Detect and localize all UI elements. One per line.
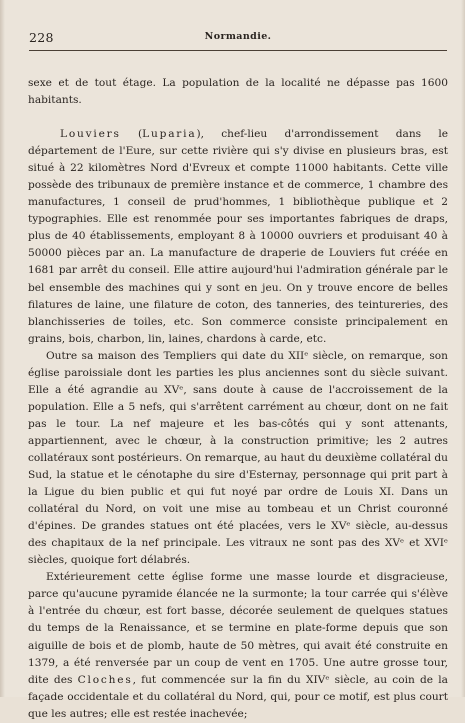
paragraph-exterieur-after: , fut commencée sur la fin du XIVᵉ siècle, au coin de la façade occidentale et du collatéral du Nord, qui, pour ce motif, est plus court que les autres; elle est restée inachevée;	[28, 673, 448, 720]
page-header	[29, 30, 447, 46]
latin-name-luparia: Luparia	[142, 128, 197, 141]
running-head: Normandie.	[204, 31, 272, 42]
page-edge-left	[0, 0, 5, 697]
body-text	[28, 75, 448, 723]
header-rule	[29, 50, 447, 51]
paragraph-exterieur-before: Extérieurement cette église forme une masse lourde et disgracieuse, parce qu'aucune pyramide élancée ne la surmonte; la tour carrée qui s'élève à l'entrée du chœur, est fort basse, décorée seulement de quelques statues du temps de la Renaissance, et se termine en plate-forme depuis que son aiguille de bois et de plomb, haute de 50 mètres, qui avait été construite en 1379, a été renversée par un coup de vent en 1705. Une autre grosse tour, dite des	[28, 571, 448, 686]
place-name-louviers: Louviers	[60, 128, 121, 141]
paragraph-louviers	[28, 126, 448, 348]
page-number: 228	[29, 30, 54, 45]
tower-name-cloches: Cloches	[77, 673, 133, 686]
paragraph-louviers-between: (	[120, 128, 143, 141]
page-edge-right	[461, 0, 465, 697]
paragraph-1: sexe et de tout étage. La population de la localité ne dépasse pas 1600 habitants.	[28, 77, 448, 107]
paragraph-exterieur	[28, 569, 448, 722]
paragraph-templiers: Outre sa maison des Templiers qui date du XIIᵉ siècle, on remarque, son église paroissiale dont les parties les plus anciennes sont du siècle suivant. Elle a été agrandie au XVᵉ, sans doute à cause de l'accroissement de la population. Elle a 5 nefs, qui s'arrêtent carrément au chœur, dont on ne fait pas le tour. La nef majeure et les bas-côtés qui y sont attenants, appartiennent, avec le chœur, à la construction primitive; les 2 autres collatéraux sont postérieurs. On remarque, au haut du deuxième collatéral du Sud, la statue et le cénotaphe du sire d'Esternay, personnage qui prit part à la Ligue du bien public et qui fut noyé par ordre de Louis XI. Dans un collatéral du Nord, on voit une mise au tombeau et un Christ couronné d'épines. De grandes statues ont été placées, vers le XVᵉ siècle, au-dessus des chapitaux de la nef principale. Les vitraux ne sont pas des XVᵉ et XVIᵉ siècles, quoique fort délabrés.	[28, 349, 448, 567]
paragraph-louviers-rest: ), chef-lieu d'arrondissement dans le département de l'Eure, sur cette rivière qui s'y divise en plusieurs bras, est situé à 22 kilomètres Nord d'Evreux et compte 11000 habitants. Cette ville possède des tribunaux de première instance et de commerce, 1 chambre des manufactures, 1 conseil de prud'hommes, 1 bibliothèque publique et 2 typographies. Elle est renommée pour ses importantes fabriques de draps, plus de 40 établissements, employant 8 à 10000 ouvriers et produisant 40 à 50000 pièces par an. La manufacture de draperie de Louviers fut créée en 1681 par arrêt du conseil. Elle attire aujourd'hui l'admiration générale par le bel ensemble des machines qui y sont en jeu. On y trouve encore de belles filatures de laine, une filature de coton, des tanneries, des teintureries, des blanchisseries de toiles, etc. Son commerce consiste principalement en grains, bois, charbon, lin, laines, chardons à carde, etc.	[28, 128, 448, 345]
